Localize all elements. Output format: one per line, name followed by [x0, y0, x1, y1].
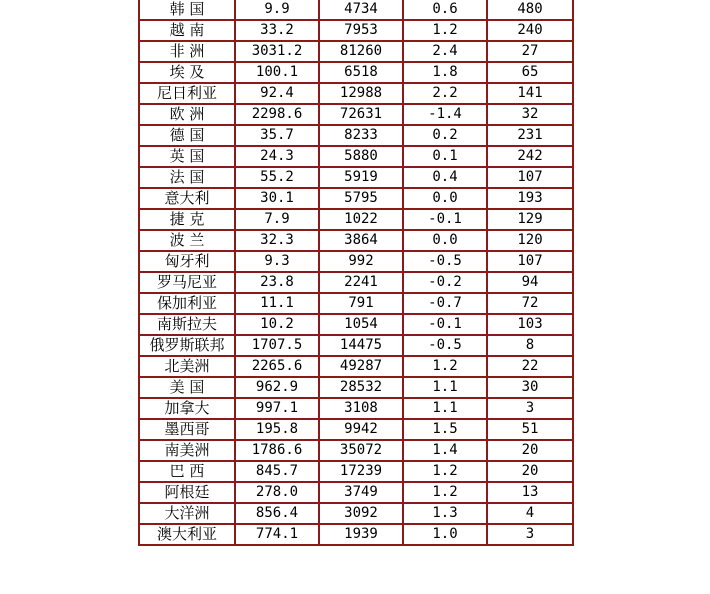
value-cell-3[interactable]: -0.5: [403, 251, 487, 272]
region-name-cell[interactable]: 俄罗斯联邦: [139, 335, 235, 356]
table-row: [139, 461, 573, 482]
region-name-cell[interactable]: 澳大利亚: [139, 524, 235, 545]
table-row: [139, 419, 573, 440]
value-cell-2[interactable]: 3092: [319, 503, 403, 524]
value-cell-4[interactable]: 4: [487, 503, 573, 524]
table-row: [139, 167, 573, 188]
value-cell-4[interactable]: 3: [487, 524, 573, 545]
value-cell-2[interactable]: 5880: [319, 146, 403, 167]
value-cell-4[interactable]: 231: [487, 125, 573, 146]
region-name-cell[interactable]: 韩 国: [139, 0, 235, 20]
value-cell-1[interactable]: 7.9: [235, 209, 319, 230]
value-cell-1[interactable]: 35.7: [235, 125, 319, 146]
table-row: [139, 272, 573, 293]
table-row: [139, 104, 573, 125]
value-cell-2[interactable]: 6518: [319, 62, 403, 83]
region-name-cell[interactable]: 波 兰: [139, 230, 235, 251]
value-cell-4[interactable]: 242: [487, 146, 573, 167]
value-cell-2[interactable]: 3864: [319, 230, 403, 251]
value-cell-4[interactable]: 51: [487, 419, 573, 440]
value-cell-2[interactable]: 81260: [319, 41, 403, 62]
table-row: [139, 482, 573, 503]
value-cell-2[interactable]: 17239: [319, 461, 403, 482]
data-table: [138, 0, 574, 546]
value-cell-3[interactable]: 0.0: [403, 230, 487, 251]
table-row: [139, 125, 573, 146]
region-name-cell[interactable]: 非 洲: [139, 41, 235, 62]
value-cell-4[interactable]: 103: [487, 314, 573, 335]
region-name-cell[interactable]: 北美洲: [139, 356, 235, 377]
value-cell-4[interactable]: 65: [487, 62, 573, 83]
value-cell-1[interactable]: 2265.6: [235, 356, 319, 377]
value-cell-2[interactable]: 9942: [319, 419, 403, 440]
table-row: [139, 293, 573, 314]
region-name-cell[interactable]: 意大利: [139, 188, 235, 209]
value-cell-3[interactable]: 1.3: [403, 503, 487, 524]
value-cell-1[interactable]: 856.4: [235, 503, 319, 524]
value-cell-3[interactable]: 1.1: [403, 377, 487, 398]
value-cell-4[interactable]: 22: [487, 356, 573, 377]
value-cell-1[interactable]: 55.2: [235, 167, 319, 188]
region-name-cell[interactable]: 阿根廷: [139, 482, 235, 503]
value-cell-2[interactable]: 35072: [319, 440, 403, 461]
region-name-cell[interactable]: 越 南: [139, 20, 235, 41]
value-cell-3[interactable]: 1.2: [403, 356, 487, 377]
region-name-cell[interactable]: 德 国: [139, 125, 235, 146]
value-cell-4[interactable]: 141: [487, 83, 573, 104]
value-cell-1[interactable]: 278.0: [235, 482, 319, 503]
value-cell-3[interactable]: 2.4: [403, 41, 487, 62]
value-cell-2[interactable]: 3108: [319, 398, 403, 419]
table-row: [139, 314, 573, 335]
table-row: [139, 398, 573, 419]
value-cell-2[interactable]: 1939: [319, 524, 403, 545]
value-cell-1[interactable]: 33.2: [235, 20, 319, 41]
region-name-cell[interactable]: 尼日利亚: [139, 83, 235, 104]
table-row: [139, 356, 573, 377]
value-cell-1[interactable]: 100.1: [235, 62, 319, 83]
value-cell-1[interactable]: 10.2: [235, 314, 319, 335]
value-cell-1[interactable]: 23.8: [235, 272, 319, 293]
value-cell-4[interactable]: 72: [487, 293, 573, 314]
value-cell-4[interactable]: 13: [487, 482, 573, 503]
region-name-cell[interactable]: 捷 克: [139, 209, 235, 230]
value-cell-4[interactable]: 480: [487, 0, 573, 20]
value-cell-4[interactable]: 129: [487, 209, 573, 230]
value-cell-2[interactable]: 1022: [319, 209, 403, 230]
region-name-cell[interactable]: 匈牙利: [139, 251, 235, 272]
value-cell-2[interactable]: 8233: [319, 125, 403, 146]
value-cell-4[interactable]: 3: [487, 398, 573, 419]
value-cell-3[interactable]: 0.2: [403, 125, 487, 146]
value-cell-1[interactable]: 32.3: [235, 230, 319, 251]
table-row: [139, 377, 573, 398]
region-name-cell[interactable]: 欧 洲: [139, 104, 235, 125]
value-cell-4[interactable]: 8: [487, 335, 573, 356]
value-cell-2[interactable]: 7953: [319, 20, 403, 41]
region-name-cell[interactable]: 美 国: [139, 377, 235, 398]
region-name-cell[interactable]: 南美洲: [139, 440, 235, 461]
value-cell-2[interactable]: 14475: [319, 335, 403, 356]
table-row: [139, 230, 573, 251]
value-cell-3[interactable]: -0.1: [403, 314, 487, 335]
value-cell-2[interactable]: 5919: [319, 167, 403, 188]
value-cell-3[interactable]: -0.5: [403, 335, 487, 356]
region-name-cell[interactable]: 巴 西: [139, 461, 235, 482]
value-cell-4[interactable]: 20: [487, 461, 573, 482]
table-row: [139, 335, 573, 356]
value-cell-1[interactable]: 30.1: [235, 188, 319, 209]
value-cell-3[interactable]: 0.4: [403, 167, 487, 188]
region-name-cell[interactable]: 大洋洲: [139, 503, 235, 524]
value-cell-1[interactable]: 845.7: [235, 461, 319, 482]
value-cell-2[interactable]: 2241: [319, 272, 403, 293]
value-cell-3[interactable]: 1.1: [403, 398, 487, 419]
value-cell-3[interactable]: -0.2: [403, 272, 487, 293]
value-cell-2[interactable]: 3749: [319, 482, 403, 503]
value-cell-3[interactable]: 0.1: [403, 146, 487, 167]
value-cell-4[interactable]: 120: [487, 230, 573, 251]
value-cell-1[interactable]: 9.9: [235, 0, 319, 20]
value-cell-2[interactable]: 5795: [319, 188, 403, 209]
value-cell-4[interactable]: 193: [487, 188, 573, 209]
value-cell-4[interactable]: 107: [487, 251, 573, 272]
value-cell-4[interactable]: 32: [487, 104, 573, 125]
value-cell-3[interactable]: 1.2: [403, 20, 487, 41]
region-name-cell[interactable]: 埃 及: [139, 62, 235, 83]
region-name-cell[interactable]: 墨西哥: [139, 419, 235, 440]
table-row: [139, 20, 573, 41]
region-name-cell[interactable]: 保加利亚: [139, 293, 235, 314]
value-cell-2[interactable]: 28532: [319, 377, 403, 398]
region-name-cell[interactable]: 加拿大: [139, 398, 235, 419]
value-cell-1[interactable]: 195.8: [235, 419, 319, 440]
table-row: [139, 251, 573, 272]
value-cell-2[interactable]: 12988: [319, 83, 403, 104]
value-cell-3[interactable]: 1.8: [403, 62, 487, 83]
table-row: [139, 209, 573, 230]
value-cell-3[interactable]: 0.0: [403, 188, 487, 209]
value-cell-1[interactable]: 997.1: [235, 398, 319, 419]
region-name-cell[interactable]: 罗马尼亚: [139, 272, 235, 293]
table-row: [139, 41, 573, 62]
value-cell-1[interactable]: 3031.2: [235, 41, 319, 62]
value-cell-1[interactable]: 24.3: [235, 146, 319, 167]
value-cell-1[interactable]: 962.9: [235, 377, 319, 398]
value-cell-3[interactable]: 1.5: [403, 419, 487, 440]
value-cell-3[interactable]: -0.1: [403, 209, 487, 230]
value-cell-2[interactable]: 49287: [319, 356, 403, 377]
table-row: [139, 83, 573, 104]
value-cell-3[interactable]: 2.2: [403, 83, 487, 104]
value-cell-2[interactable]: 992: [319, 251, 403, 272]
value-cell-1[interactable]: 9.3: [235, 251, 319, 272]
value-cell-3[interactable]: 1.2: [403, 461, 487, 482]
value-cell-3[interactable]: 0.6: [403, 0, 487, 20]
value-cell-2[interactable]: 1054: [319, 314, 403, 335]
region-name-cell[interactable]: 英 国: [139, 146, 235, 167]
value-cell-4[interactable]: 27: [487, 41, 573, 62]
value-cell-4[interactable]: 30: [487, 377, 573, 398]
value-cell-4[interactable]: 107: [487, 167, 573, 188]
value-cell-4[interactable]: 94: [487, 272, 573, 293]
value-cell-3[interactable]: -0.7: [403, 293, 487, 314]
value-cell-3[interactable]: 1.2: [403, 482, 487, 503]
value-cell-2[interactable]: 4734: [319, 0, 403, 20]
value-cell-2[interactable]: 72631: [319, 104, 403, 125]
table-row: [139, 503, 573, 524]
value-cell-1[interactable]: 92.4: [235, 83, 319, 104]
value-cell-1[interactable]: 1707.5: [235, 335, 319, 356]
table-row: [139, 188, 573, 209]
table-row: [139, 62, 573, 83]
value-cell-4[interactable]: 20: [487, 440, 573, 461]
value-cell-3[interactable]: -1.4: [403, 104, 487, 125]
value-cell-2[interactable]: 791: [319, 293, 403, 314]
table-row: [139, 524, 573, 545]
region-name-cell[interactable]: 法 国: [139, 167, 235, 188]
value-cell-3[interactable]: 1.4: [403, 440, 487, 461]
table-row: [139, 440, 573, 461]
value-cell-1[interactable]: 2298.6: [235, 104, 319, 125]
value-cell-3[interactable]: 1.0: [403, 524, 487, 545]
table-body: [139, 0, 573, 545]
value-cell-1[interactable]: 11.1: [235, 293, 319, 314]
value-cell-4[interactable]: 240: [487, 20, 573, 41]
value-cell-1[interactable]: 774.1: [235, 524, 319, 545]
value-cell-1[interactable]: 1786.6: [235, 440, 319, 461]
region-name-cell[interactable]: 南斯拉夫: [139, 314, 235, 335]
table-row: [139, 146, 573, 167]
table-row: [139, 0, 573, 20]
